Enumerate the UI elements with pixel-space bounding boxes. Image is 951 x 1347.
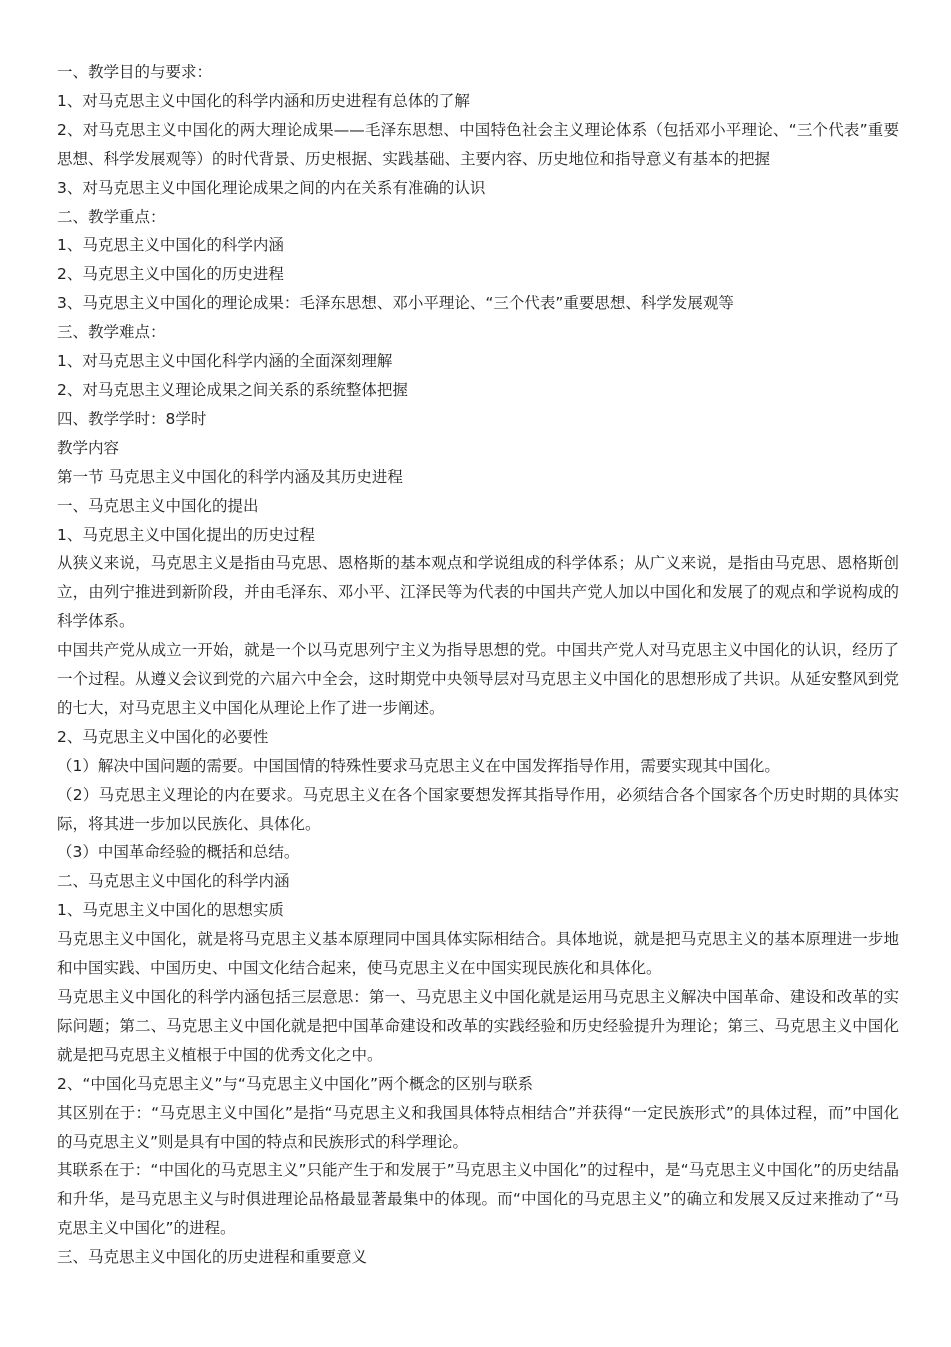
key-point-item: 2、马克思主义中国化的历史进程 <box>57 265 284 284</box>
objective-item: 1、对马克思主义中国化的科学内涵和历史进程有总体的了解 <box>57 91 470 110</box>
body-paragraph: 中国共产党从成立一开始，就是一个以马克思列宁主义为指导思想的党。中国共产党人对马克思主义中国化的认识，经历了一个过程。从遵义会议到党的六届六中全会，这时期党中央领导层对马克思主义中国化的思想形成了共识。从延安整风到党的七大，对马克思主义中国化从理论上作了进一步阐述。 <box>57 641 899 717</box>
body-paragraph: 其区别在于：“马克思主义中国化”是指“马克思主义和我国具体特点相结合”并获得“一定民族形式”的具体过程，而”中国化的马克思主义”则是具有中国的特点和民族形式的科学理论。 <box>57 1103 899 1151</box>
topic-heading: 1、马克思主义中国化的思想实质 <box>57 901 284 920</box>
numbered-point: （1）解决中国问题的需要。中国国情的特殊性要求马克思主义在中国发挥指导作用，需要实现其中国化。 <box>57 756 780 775</box>
subsection-heading: 一、马克思主义中国化的提出 <box>57 496 259 515</box>
difficulty-item: 1、对马克思主义中国化科学内涵的全面深刻理解 <box>57 352 393 371</box>
section-heading-difficulties: 三、教学难点： <box>57 323 166 342</box>
chapter-section-heading: 第一节 马克思主义中国化的科学内涵及其历史进程 <box>57 467 403 486</box>
objective-item: 3、对马克思主义中国化理论成果之间的内在关系有准确的认识 <box>57 178 486 197</box>
numbered-point: （3）中国革命经验的概括和总结。 <box>57 843 300 862</box>
topic-heading: 2、“中国化马克思主义”与“马克思主义中国化”两个概念的区别与联系 <box>57 1074 533 1093</box>
key-point-item: 3、马克思主义中国化的理论成果：毛泽东思想、邓小平理论、“三个代表”重要思想、科学发展观等 <box>57 294 734 313</box>
document-body <box>57 58 899 1272</box>
section-heading-objectives: 一、教学目的与要求： <box>57 63 213 81</box>
content-heading: 教学内容 <box>57 438 120 457</box>
body-paragraph: 马克思主义中国化的科学内涵包括三层意思：第一、马克思主义中国化就是运用马克思主义解决中国革命、建设和改革的实际问题；第二、马克思主义中国化就是把中国革命建设和改革的实践经验和历史经验提升为理论；第三、马克思主义中国化就是把马克思主义植根于中国的优秀文化之中。 <box>57 988 899 1064</box>
topic-heading: 1、马克思主义中国化提出的历史过程 <box>57 525 315 544</box>
body-paragraph: 从狭义来说，马克思主义是指由马克思、恩格斯的基本观点和学说组成的科学体系；从广义来说，是指由马克思、恩格斯创立，由列宁推进到新阶段，并由毛泽东、邓小平、江泽民等为代表的中国共产党人加以中国化和发展了的观点和学说构成的科学体系。 <box>57 554 899 631</box>
key-point-item: 1、马克思主义中国化的科学内涵 <box>57 236 284 255</box>
body-paragraph: 马克思主义中国化，就是将马克思主义基本原理同中国具体实际相结合。具体地说，就是把马克思主义的基本原理进一步地和中国实践、中国历史、中国文化结合起来，使马克思主义在中国实现民族化和具体化。 <box>57 930 899 978</box>
section-heading-key-points: 二、教学重点： <box>57 207 166 226</box>
subsection-heading: 三、马克思主义中国化的历史进程和重要意义 <box>57 1248 368 1267</box>
section-heading-hours: 四、教学学时：8学时 <box>57 409 207 428</box>
numbered-point: （2）马克思主义理论的内在要求。马克思主义在各个国家要想发挥其指导作用，必须结合各个国家各个历史时期的具体实际，将其进一步加以民族化、具体化。 <box>57 785 899 833</box>
body-paragraph: 其联系在于：“中国化的马克思主义”只能产生于和发展于”马克思主义中国化”的过程中，是“马克思主义中国化”的历史结晶和升华，是马克思主义与时俱进理论品格最显著最集中的体现。而“中国化的马克思主义”的确立和发展又反过来推动了“马克思主义中国化”的进程。 <box>57 1161 899 1238</box>
topic-heading: 2、马克思主义中国化的必要性 <box>57 727 269 746</box>
difficulty-item: 2、对马克思主义理论成果之间关系的系统整体把握 <box>57 380 408 399</box>
subsection-heading: 二、马克思主义中国化的科学内涵 <box>57 872 290 891</box>
objective-item: 2、对马克思主义中国化的两大理论成果——毛泽东思想、中国特色社会主义理论体系（包括邓小平理论、“三个代表”重要思想、科学发展观等）的时代背景、历史根据、实践基础、主要内容、历史地位和指导意义有基本的把握 <box>57 120 899 168</box>
